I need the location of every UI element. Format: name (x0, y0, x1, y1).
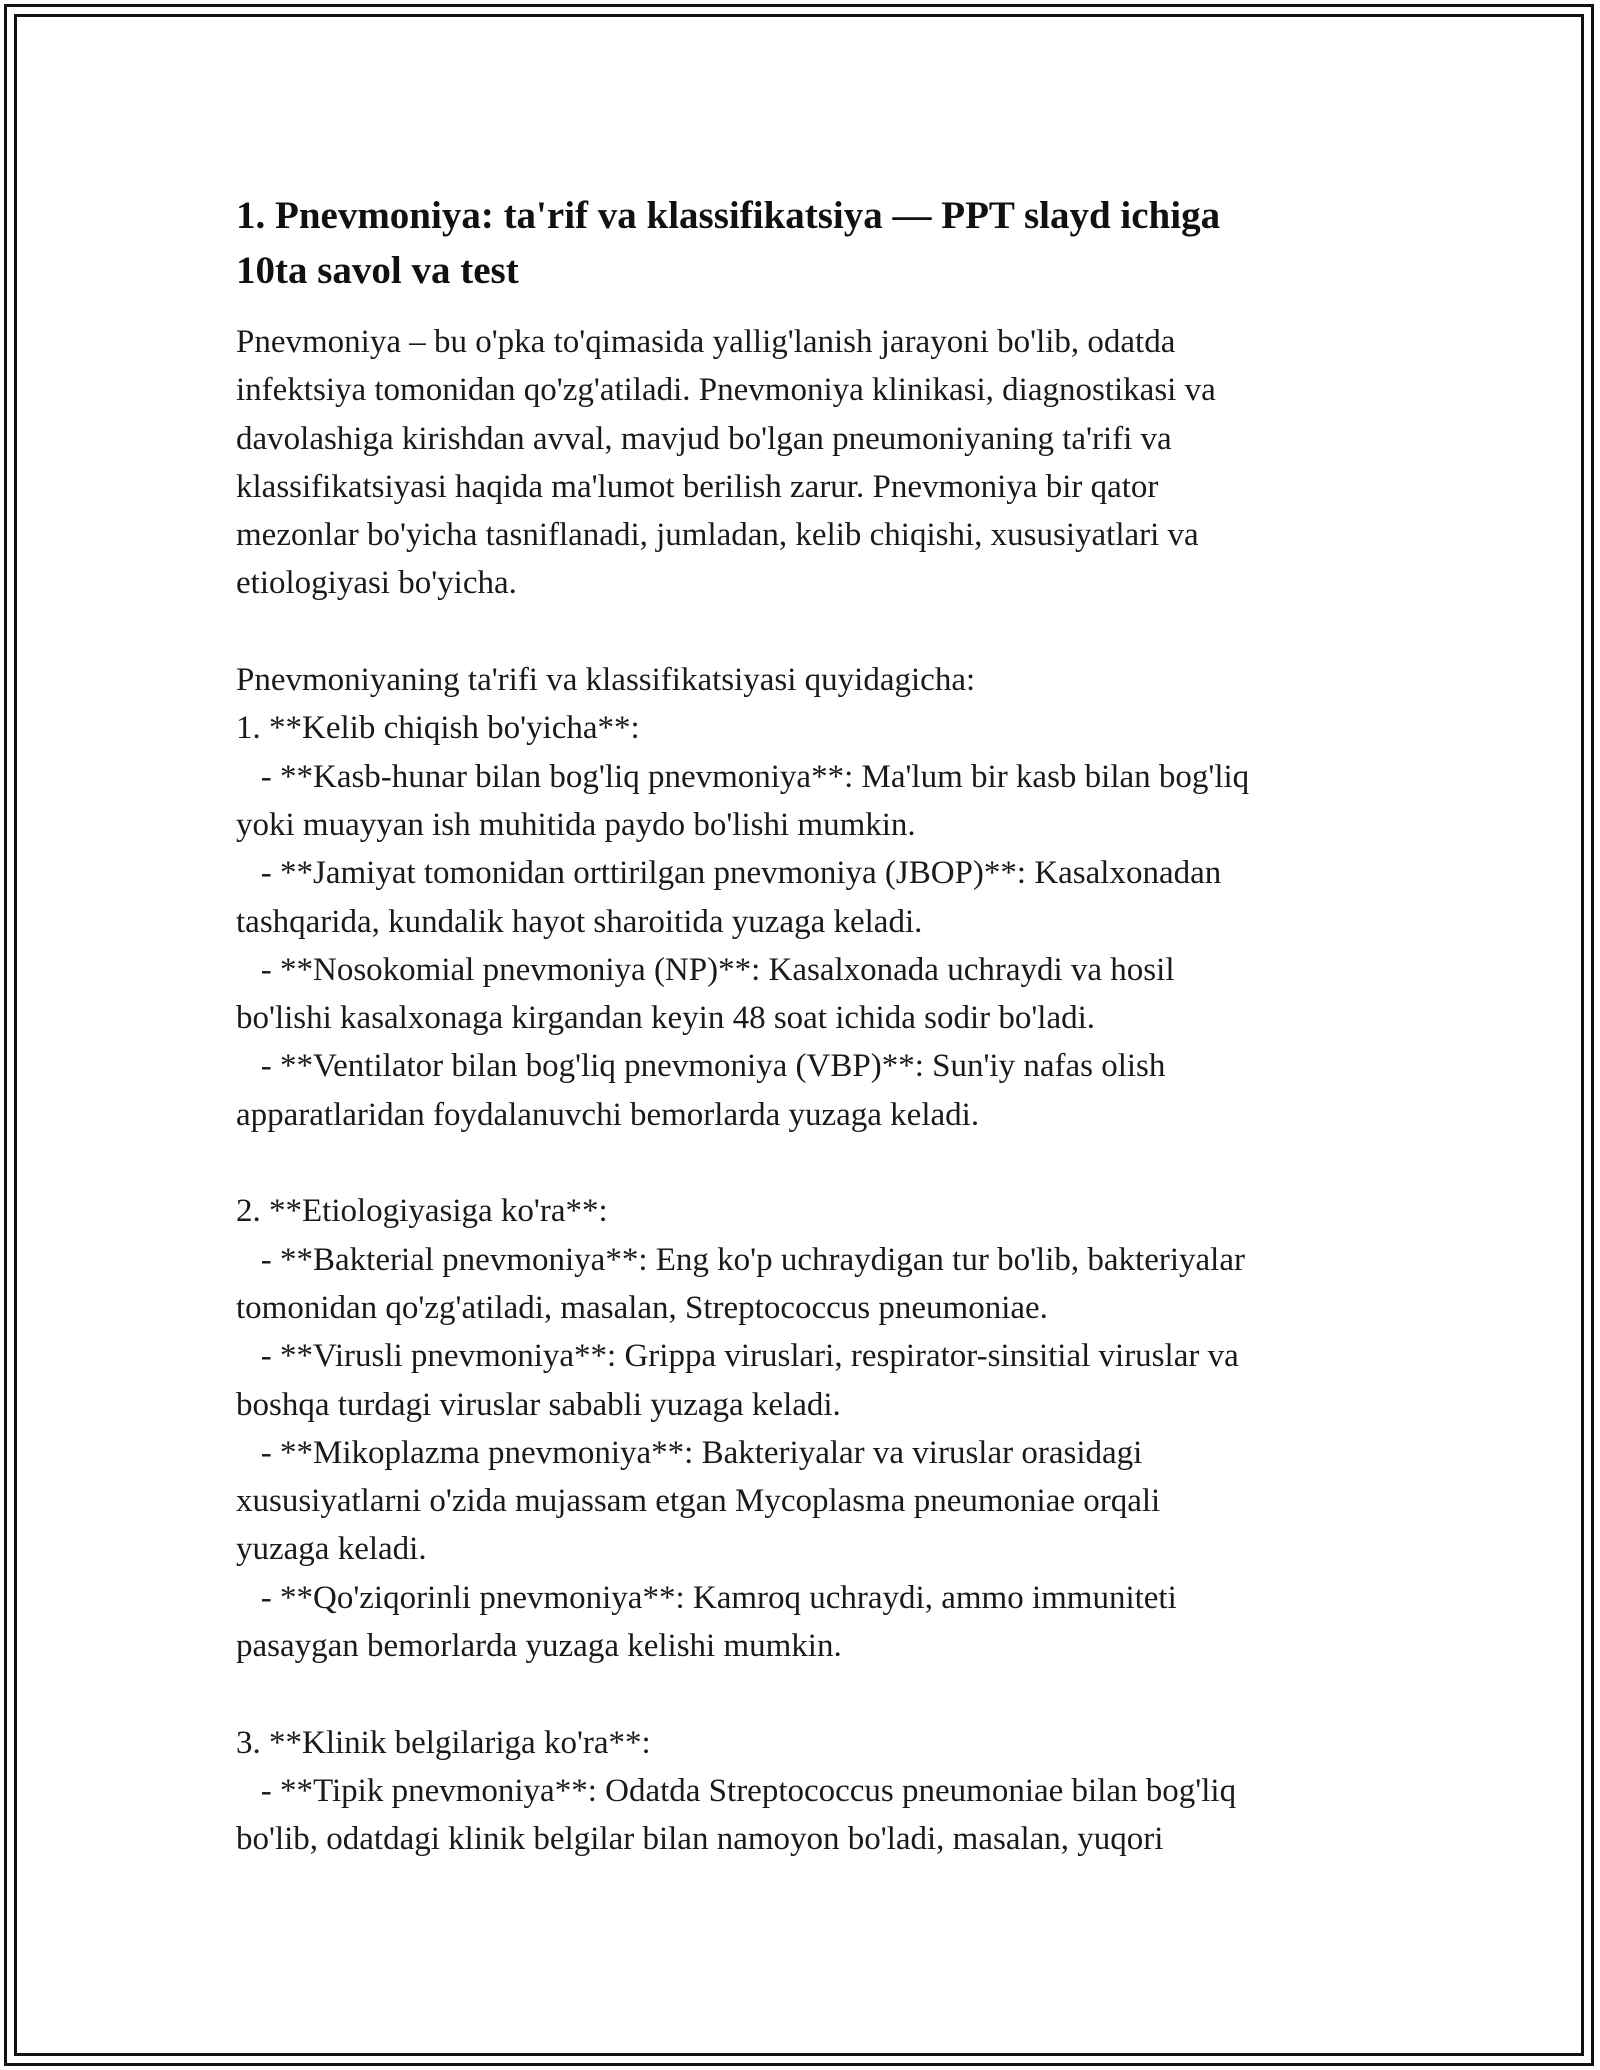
blank-line (236, 1139, 1386, 1187)
text-line: Pnevmoniyaning ta'rifi va klassifikatsiyasi quyidagicha: (236, 662, 976, 699)
text-line: yoki muayyan ish muhitida paydo bo'lishi mumkin. (236, 806, 916, 843)
text-line: yuzaga keladi. (236, 1531, 427, 1568)
blank-line (236, 608, 1386, 656)
title-line: 10ta savol va test (236, 249, 519, 292)
text-line: - **Mikoplazma pnevmoniya**: Bakteriyalar va viruslar orasidagi (236, 1434, 1143, 1471)
document-body (236, 188, 1386, 1864)
blank-line (236, 1670, 1386, 1718)
text-line: pasaygan bemorlarda yuzaga kelishi mumkin. (236, 1628, 842, 1665)
text-line: - **Qo'ziqorinli pnevmoniya**: Kamroq uchraydi, ammo immuniteti (236, 1579, 1177, 1616)
text-line: tomonidan qo'zg'atiladi, masalan, Streptococcus pneumoniae. (236, 1289, 1048, 1326)
text-line: mezonlar bo'yicha tasniflanadi, jumladan, kelib chiqishi, xususiyatlari va (236, 517, 1199, 554)
text-line: tashqarida, kundalik hayot sharoitida yuzaga keladi. (236, 903, 923, 940)
title-line: 1. Pnevmoniya: ta'rif va klassifikatsiya — PPT slayd ichiga (236, 194, 1221, 237)
text-line: - **Bakterial pnevmoniya**: Eng ko'p uchraydigan tur bo'lib, bakteriyalar (236, 1241, 1245, 1278)
document-text (236, 318, 1386, 1864)
text-line: Pnevmoniya – bu o'pka to'qimasida yallig'lanish jarayoni bo'lib, odatda (236, 324, 1176, 360)
text-line: - **Jamiyat tomonidan orttirilgan pnevmoniya (JBOP)**: Kasalxonadan (236, 855, 1222, 892)
text-line: apparatlaridan foydalanuvchi bemorlarda yuzaga keladi. (236, 1096, 980, 1133)
text-line: 2. **Etiologiyasiga ko'ra**: (236, 1193, 608, 1230)
text-line: infektsiya tomonidan qo'zg'atiladi. Pnevmoniya klinikasi, diagnostikasi va (236, 372, 1216, 409)
text-line: 3. **Klinik belgilariga ko'ra**: (236, 1724, 651, 1761)
text-line: 1. **Kelib chiqish bo'yicha**: (236, 710, 640, 747)
text-line: boshqa turdagi viruslar sababli yuzaga keladi. (236, 1386, 841, 1423)
text-line: - **Nosokomial pnevmoniya (NP)**: Kasalxonada uchraydi va hosil (236, 951, 1175, 988)
text-line: - **Kasb-hunar bilan bog'liq pnevmoniya**: Ma'lum bir kasb bilan bog'liq (236, 758, 1250, 795)
text-line: xususiyatlarni o'zida mujassam etgan Mycoplasma pneumoniae orqali (236, 1483, 1161, 1520)
text-line: davolashiga kirishdan avval, mavjud bo'lgan pneumoniyaning ta'rifi va (236, 420, 1172, 457)
document-title (236, 188, 1386, 298)
text-line: bo'lishi kasalxonaga kirgandan keyin 48 soat ichida sodir bo'ladi. (236, 1000, 1096, 1037)
text-line: - **Tipik pnevmoniya**: Odatda Streptococcus pneumoniae bilan bog'liq (236, 1772, 1237, 1809)
text-line: klassifikatsiyasi haqida ma'lumot berilish zarur. Pnevmoniya bir qator (236, 468, 1159, 505)
text-line: - **Ventilator bilan bog'liq pnevmoniya (VBP)**: Sun'iy nafas olish (236, 1048, 1166, 1085)
text-line: - **Virusli pnevmoniya**: Grippa viruslari, respirator-sinsitial viruslar va (236, 1338, 1239, 1375)
text-line: bo'lib, odatdagi klinik belgilar bilan namoyon bo'ladi, masalan, yuqori (236, 1821, 1164, 1858)
text-line: etiologiyasi bo'yicha. (236, 565, 517, 602)
